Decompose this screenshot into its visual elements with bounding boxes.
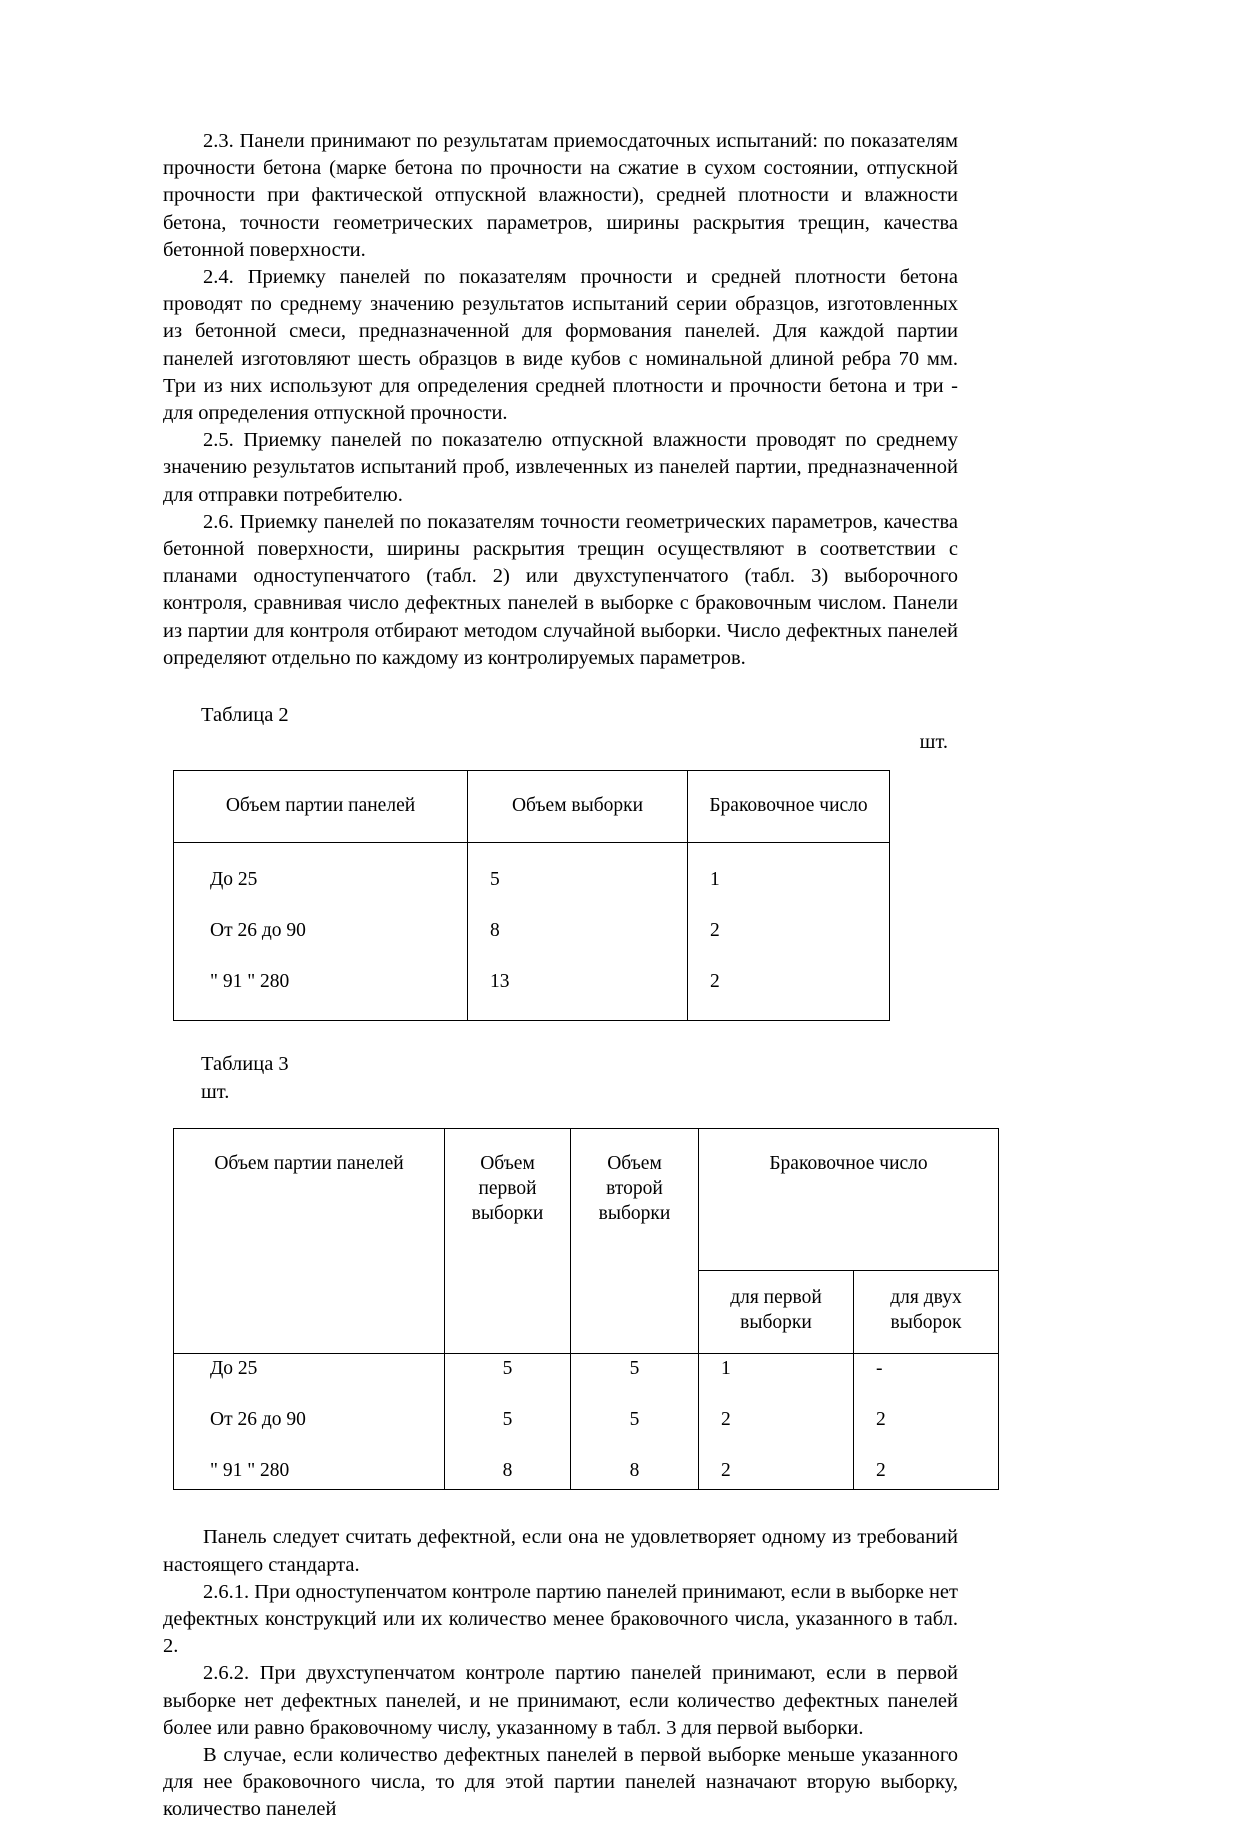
table3-header-row <box>174 1128 999 1271</box>
header-line: второй <box>606 1177 663 1199</box>
table-row: 8 <box>490 920 500 942</box>
document-body <box>163 128 962 1824</box>
table2-lot-column <box>174 843 468 1021</box>
table-row: 1 <box>721 1358 731 1380</box>
table2-header-reject: Браковочное число <box>688 771 890 843</box>
table3-body-row <box>174 1354 999 1490</box>
spacer <box>163 1106 958 1128</box>
table-row: 1 <box>710 869 720 891</box>
table-row: - <box>876 1358 883 1380</box>
spacer <box>163 756 958 770</box>
table2-sample-column <box>468 843 688 1021</box>
table-row: 5 <box>490 869 500 891</box>
table-row: До 25 <box>210 869 258 891</box>
paragraph-defective-panel: Панель следует считать дефектной, если она не удовлетворяет одному из требований настоящего стандарта. <box>163 1526 958 1576</box>
table-row: 5 <box>629 1358 640 1380</box>
table-row: От 26 до 90 <box>210 920 306 942</box>
table-row: 2 <box>876 1409 886 1431</box>
table-row: " 91 " 280 <box>210 1460 290 1482</box>
table3-subheader-lot-spacer <box>174 1271 445 1354</box>
table-row: 2 <box>710 920 720 942</box>
table-3 <box>173 1128 999 1491</box>
header-line: Объем <box>607 1152 662 1174</box>
table3-subheader-reject-both <box>854 1271 999 1354</box>
header-line: выборки <box>740 1312 812 1334</box>
table2-reject-column <box>688 843 890 1021</box>
table3-header-lot-label: Объем партии панелей <box>214 1152 404 1174</box>
paragraph-2-6: 2.6. Приемку панелей по показателям точности геометрических параметров, качества бетонной поверхности, ширины раскрытия трещин осуществляют в соответствии с планами одноступенчатого (табл. 2) или двухступенчатого (табл. 3) выборочного контроля, сравнивая число дефектных панелей в выборке с браковочным числом. Панели из партии для контроля отбирают методом случайной выборки. Число дефектных панелей определяют отдельно по каждому из контролируемых параметров. <box>163 510 958 669</box>
table3-header-first-sample <box>445 1128 571 1271</box>
table2-header-lot: Объем партии панелей <box>174 771 468 843</box>
table2-caption: Таблица 2 <box>201 704 289 727</box>
table3-units: шт. <box>201 1080 230 1103</box>
table-row: 2 <box>876 1460 886 1482</box>
bottom-text-block <box>163 1524 958 1823</box>
table3-reject-first-column <box>699 1354 854 1490</box>
header-line: выборки <box>598 1202 671 1224</box>
table3-header-lot <box>174 1128 445 1271</box>
table-2 <box>173 770 890 1021</box>
paragraph-2-4: 2.4. Приемку панелей по показателям прочности и средней плотности бетона проводят по среднему значению результатов испытаний серии образцов, изготовленных из бетонной смеси, предназначенной для формования панелей. Для каждой партии панелей изготовляют шесть образцов в виде кубов с номинальной длиной ребра 70 мм. Три из них используют для определения средней плотности и прочности бетона и три - для определения отпускной прочности. <box>163 266 958 425</box>
table3-subheader-reject-first <box>699 1271 854 1354</box>
table-row: 2 <box>721 1409 731 1431</box>
table2-body-row <box>174 843 890 1021</box>
header-line: первой <box>478 1177 537 1199</box>
table-row: 5 <box>502 1358 513 1380</box>
table3-subheader-first-spacer <box>445 1271 571 1354</box>
table-row: 2 <box>710 971 720 993</box>
spacer <box>163 1021 958 1051</box>
paragraph-2-5: 2.5. Приемку панелей по показателю отпускной влажности проводят по среднему значению результатов испытаний проб, извлеченных из панелей партии, предназначенной для отправки потребителю. <box>163 429 958 506</box>
table3-header-reject-group: Браковочное число <box>699 1128 999 1271</box>
paragraph-second-sample: В случае, если количество дефектных панелей в первой выборке меньше указанного для нее браковочного числа, то для этой партии панелей назначают вторую выборку, количество панелей <box>163 1744 958 1821</box>
table3-reject-both-column <box>854 1354 999 1490</box>
header-line: выборки <box>471 1202 544 1224</box>
table3-first-column <box>445 1354 571 1490</box>
paragraph-2-6-1: 2.6.1. При одноступенчатом контроле партию панелей принимают, если в выборке нет дефектных конструкций или их количество менее браковочного числа, указанного в табл. 2. <box>163 1580 958 1658</box>
table-row: 5 <box>629 1409 640 1431</box>
table-row: 2 <box>721 1460 731 1482</box>
table3-header-second-sample <box>571 1128 699 1271</box>
table-row: " 91 " 280 <box>210 971 290 993</box>
spacer <box>163 672 958 702</box>
paragraph-2-6-2: 2.6.2. При двухступенчатом контроле партию панелей принимают, если в первой выборке нет дефектных панелей, и не принимают, если количество дефектных панелей более или равно браковочному числу, указанному в табл. 3 для первой выборки. <box>163 1662 958 1739</box>
table-row: 5 <box>502 1409 513 1431</box>
table-row: 8 <box>502 1460 513 1482</box>
table2-header-row <box>174 771 890 843</box>
table3-second-column <box>571 1354 699 1490</box>
table-row: 8 <box>629 1460 640 1482</box>
table3-lot-column <box>174 1354 445 1490</box>
paragraph-2-3: 2.3. Панели принимают по результатам приемосдаточных испытаний: по показателям прочности бетона (марке бетона по прочности на сжатие в сухом состоянии, отпускной прочности при фактической отпускной влажности), средней плотности и влажности бетона, точности геометрических параметров, ширины раскрытия трещин, качества бетонной поверхности. <box>163 130 958 261</box>
header-line: выборок <box>890 1312 962 1334</box>
table3-subheader-second-spacer <box>571 1271 699 1354</box>
table-row: От 26 до 90 <box>210 1409 306 1431</box>
header-line: для первой <box>730 1287 822 1309</box>
table2-units: шт. <box>919 731 948 754</box>
header-line: Объем <box>480 1152 535 1174</box>
table3-caption: Таблица 3 <box>201 1053 289 1076</box>
table-row: 13 <box>490 971 510 993</box>
table-row: До 25 <box>210 1358 258 1380</box>
table2-header-sample: Объем выборки <box>468 771 688 843</box>
header-line: для двух <box>890 1287 962 1309</box>
table3-subheader-row <box>174 1271 999 1354</box>
